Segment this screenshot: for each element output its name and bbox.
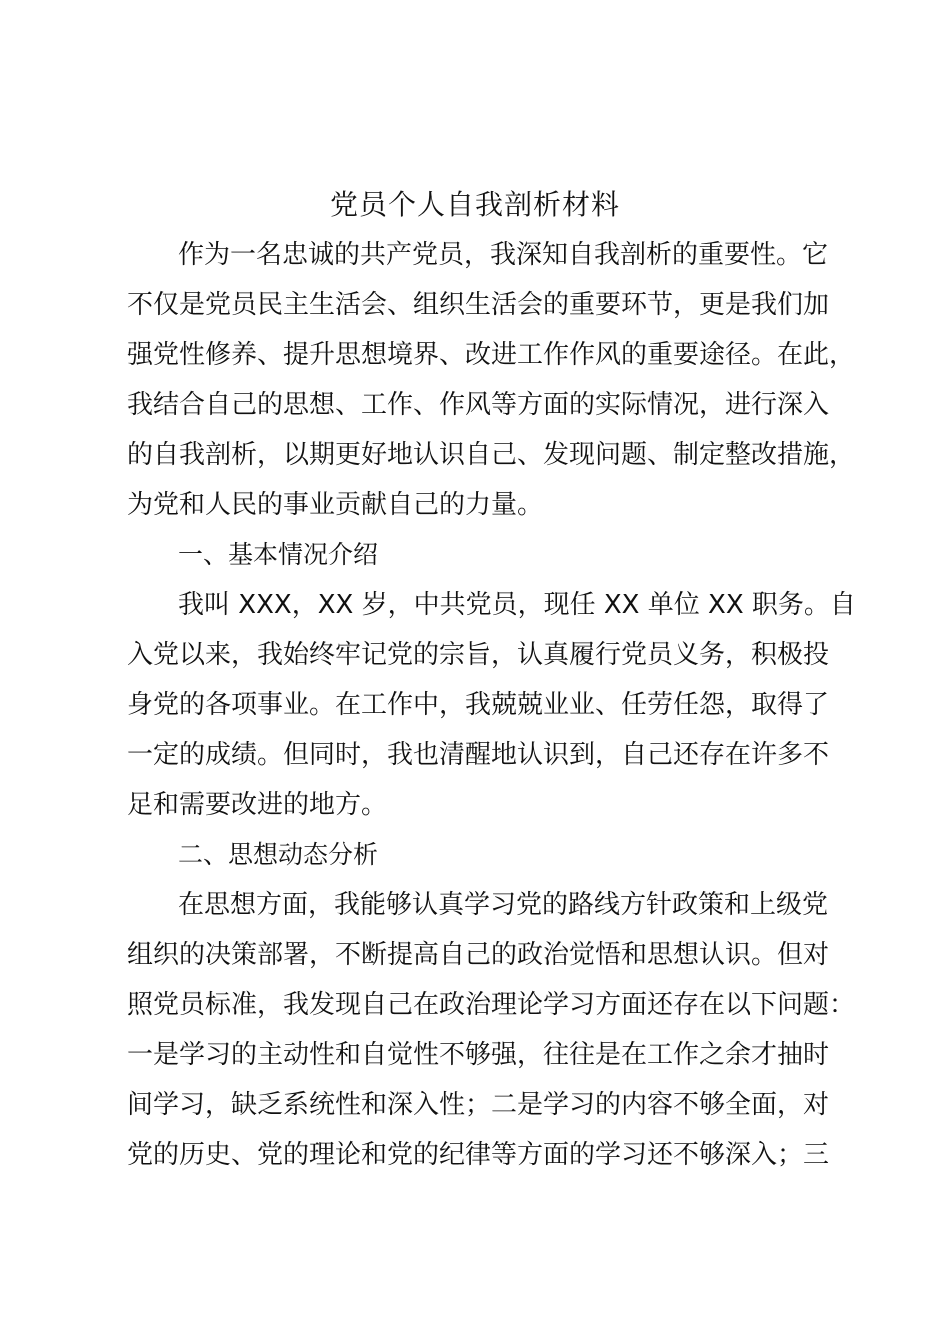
paragraph-line: 强党性修养、提升思想境界、改进工作作风的重要途径。在此， — [127, 340, 856, 370]
paragraph-line: 我叫 XXX，XX 岁，中共党员，现任 XX 单位 XX 职务。自 — [178, 590, 856, 620]
paragraph-line: 作为一名忠诚的共产党员，我深知自我剖析的重要性。它 — [178, 240, 829, 270]
paragraph-line: 足和需要改进的地方。 — [127, 790, 388, 820]
paragraph-line: 我结合自己的思想、工作、作风等方面的实际情况，进行深入 — [127, 390, 830, 420]
paragraph-line: 组织的决策部署，不断提高自己的政治觉悟和思想认识。但对 — [127, 940, 830, 970]
paragraph-line: 的自我剖析，以期更好地认识自己、发现问题、制定整改措施， — [127, 440, 856, 470]
paragraph-line: 在思想方面，我能够认真学习党的路线方针政策和上级党 — [178, 890, 829, 920]
paragraph-line: 身党的各项事业。在工作中，我兢兢业业、任劳任怨，取得了 — [127, 690, 830, 720]
section-heading: 一、基本情况介绍 — [178, 540, 379, 569]
paragraph-line: 党的历史、党的理论和党的纪律等方面的学习还不够深入；三 — [127, 1140, 830, 1170]
paragraph-line: 间学习，缺乏系统性和深入性；二是学习的内容不够全面，对 — [127, 1090, 830, 1120]
paragraph-line: 照党员标准，我发现自己在政治理论学习方面还存在以下问题： — [127, 990, 856, 1020]
paragraph-line: 入党以来，我始终牢记党的宗旨，认真履行党员义务，积极投 — [127, 640, 830, 670]
section-heading: 二、思想动态分析 — [178, 840, 379, 869]
paragraph-line: 一是学习的主动性和自觉性不够强，往往是在工作之余才抽时 — [127, 1040, 830, 1070]
paragraph-line: 为党和人民的事业贡献自己的力量。 — [127, 490, 544, 520]
paragraph-line: 不仅是党员民主生活会、组织生活会的重要环节，更是我们加 — [127, 290, 830, 320]
document-title: 党员个人自我剖析材料 — [329, 188, 620, 221]
paragraph-line: 一定的成绩。但同时，我也清醒地认识到，自己还存在许多不 — [127, 740, 830, 770]
